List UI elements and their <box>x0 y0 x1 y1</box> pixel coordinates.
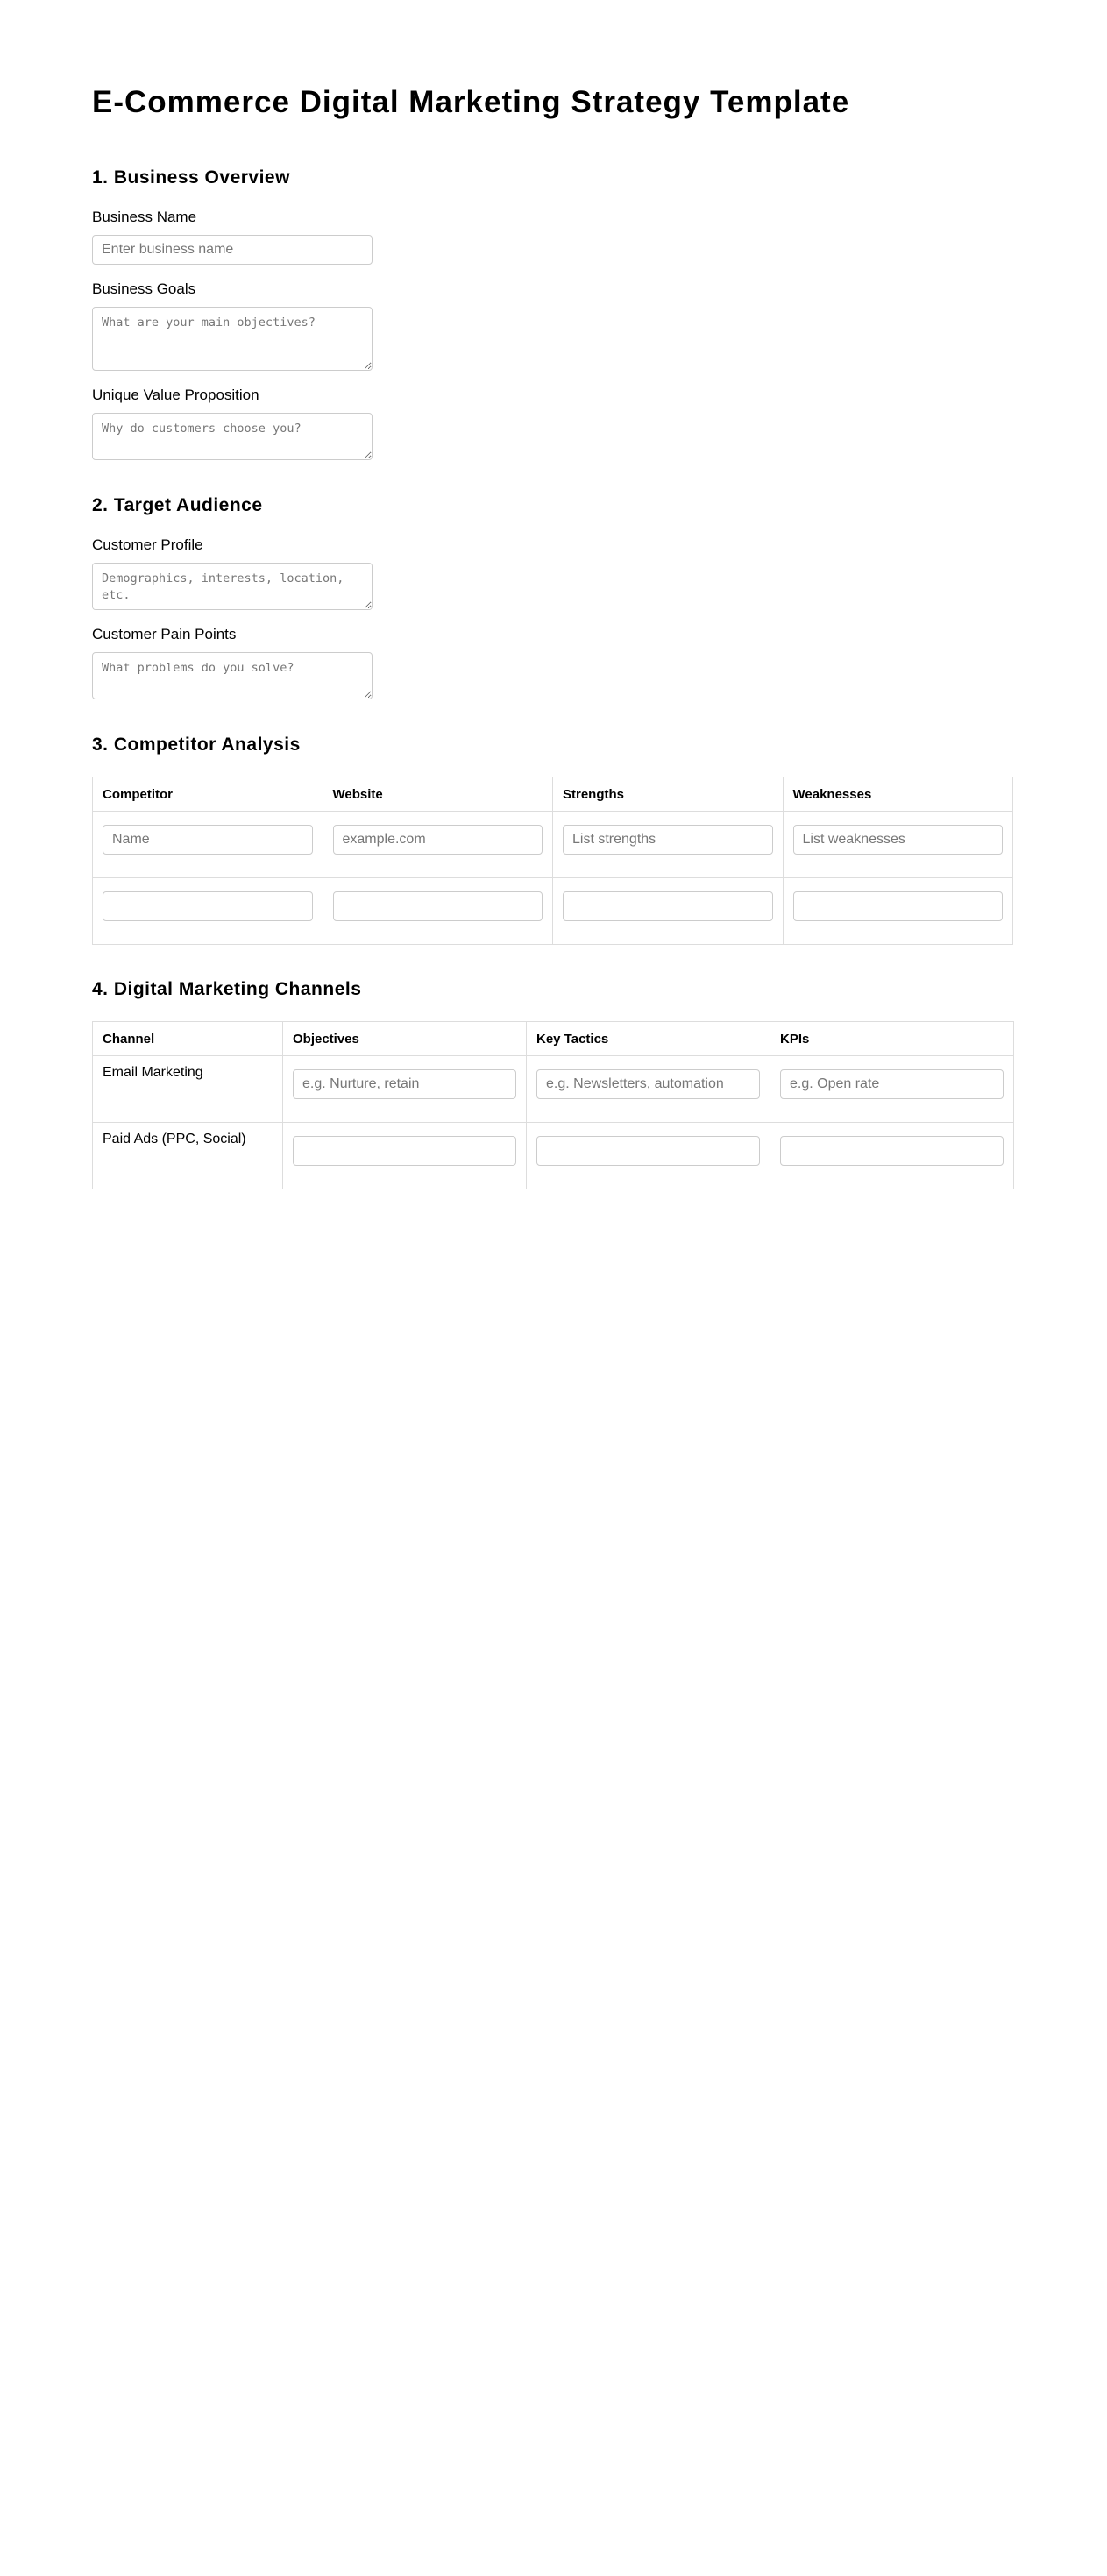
customer-pain-points-label: Customer Pain Points <box>92 626 237 642</box>
table-header-row <box>93 777 1013 812</box>
table-cell <box>93 812 323 878</box>
section-heading-digital-marketing-channels: 4. Digital Marketing Channels <box>92 979 362 999</box>
table-row <box>93 878 1013 945</box>
competitor-website-input[interactable] <box>333 891 543 921</box>
competitor-strengths-input[interactable] <box>563 825 773 855</box>
column-header-objectives: Objectives <box>283 1022 527 1056</box>
channel-objectives-input[interactable] <box>293 1136 516 1166</box>
business-goals-label: Business Goals <box>92 280 196 297</box>
channel-key-tactics-input[interactable] <box>536 1069 760 1099</box>
table-row <box>93 1123 1014 1189</box>
section-heading-competitor-analysis: 3. Competitor Analysis <box>92 734 301 755</box>
table-cell <box>283 1056 527 1123</box>
table-header-row <box>93 1022 1014 1056</box>
table-cell <box>527 1056 770 1123</box>
competitor-name-input[interactable] <box>103 891 313 921</box>
table-cell <box>783 878 1013 945</box>
table-cell <box>323 812 553 878</box>
customer-pain-points-textarea[interactable] <box>92 652 373 699</box>
table-cell <box>553 812 784 878</box>
column-header-key-tactics: Key Tactics <box>527 1022 770 1056</box>
customer-profile-textarea[interactable] <box>92 563 373 610</box>
channel-objectives-input[interactable] <box>293 1069 516 1099</box>
table-row <box>93 812 1013 878</box>
unique-value-proposition-label: Unique Value Proposition <box>92 387 259 403</box>
business-name-label: Business Name <box>92 209 197 225</box>
unique-value-proposition-textarea[interactable] <box>92 413 373 460</box>
table-cell <box>770 1056 1014 1123</box>
column-header-weaknesses: Weaknesses <box>783 777 1013 812</box>
channel-name-cell: Paid Ads (PPC, Social) <box>93 1123 283 1189</box>
table-cell <box>283 1123 527 1189</box>
channel-kpis-input[interactable] <box>780 1069 1004 1099</box>
viewport <box>0 0 1107 1146</box>
competitor-strengths-input[interactable] <box>563 891 773 921</box>
table-row <box>93 1056 1014 1123</box>
competitor-website-input[interactable] <box>333 825 543 855</box>
column-header-strengths: Strengths <box>553 777 784 812</box>
table-cell <box>553 878 784 945</box>
column-header-channel: Channel <box>93 1022 283 1056</box>
column-header-competitor: Competitor <box>93 777 323 812</box>
section-heading-target-audience: 2. Target Audience <box>92 495 263 515</box>
table-cell <box>783 812 1013 878</box>
competitor-weaknesses-input[interactable] <box>793 891 1004 921</box>
competitor-analysis-table <box>92 777 1013 945</box>
customer-profile-label: Customer Profile <box>92 536 203 553</box>
competitor-name-input[interactable] <box>103 825 313 855</box>
column-header-website: Website <box>323 777 553 812</box>
channel-kpis-input[interactable] <box>780 1136 1004 1166</box>
column-header-kpis: KPIs <box>770 1022 1014 1056</box>
table-cell <box>323 878 553 945</box>
table-cell <box>770 1123 1014 1189</box>
competitor-weaknesses-input[interactable] <box>793 825 1004 855</box>
page-title: E-Commerce Digital Marketing Strategy Template <box>92 85 850 119</box>
section-heading-business-overview: 1. Business Overview <box>92 167 290 188</box>
table-cell <box>93 878 323 945</box>
business-goals-textarea[interactable] <box>92 307 373 371</box>
table-cell <box>527 1123 770 1189</box>
channel-name-cell: Email Marketing <box>93 1056 283 1123</box>
digital-marketing-channels-table <box>92 1021 1014 1189</box>
business-name-input[interactable] <box>92 235 373 265</box>
channel-key-tactics-input[interactable] <box>536 1136 760 1166</box>
